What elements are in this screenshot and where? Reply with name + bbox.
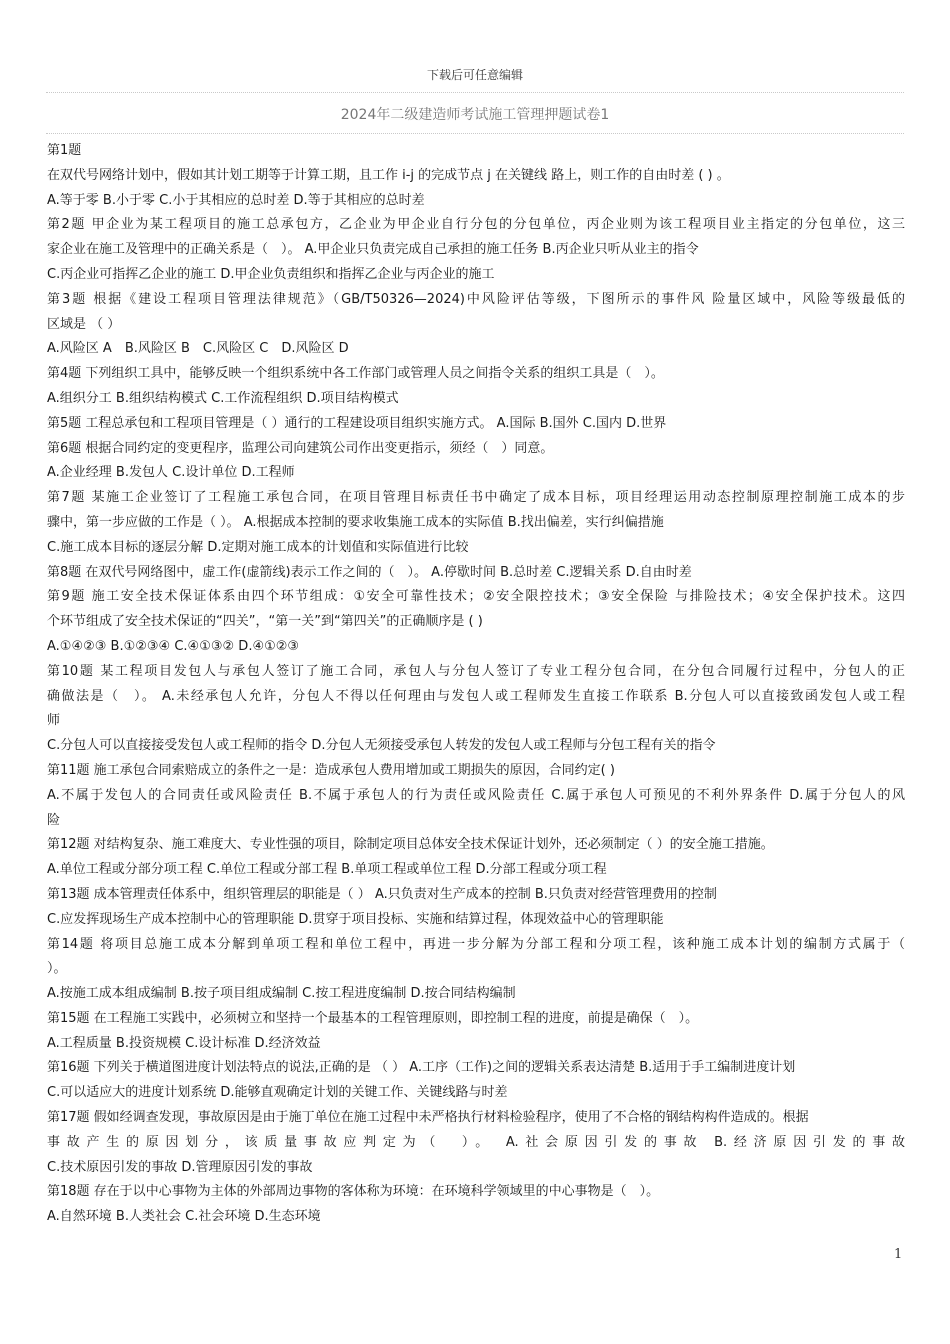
header-divider xyxy=(46,92,904,93)
text-line: 第3题 根据《建设工程项目管理法律规范》（GB/T50326—2024)中风险评估等级，下图所示的事件风 险量区域中，风险等级最低的 xyxy=(47,291,905,307)
text-line: A.①④②③ B.①②③④ C.④①③② D.④①②③ xyxy=(47,638,300,654)
text-line: A.单位工程或分部分项工程 C.单位工程或分部工程 B.单项工程或单位工程 D.分部工程或分项工程 xyxy=(47,862,607,878)
text-line: 个环节组成了安全技术保证的“四关”，“第一关”到“第四关”的正确顺序是 ( ) xyxy=(47,614,483,630)
text-line: A.组织分工 B.组织结构模式 C.工作流程组织 D.项目结构模式 xyxy=(47,390,399,406)
page-header: 下载后可任意编辑 xyxy=(426,68,523,82)
text-line: 骤中，第一步应做的工作是（ ）。 A.根据成本控制的要求收集施工成本的实际值 B.找出偏差，实行纠偏措施 xyxy=(47,514,664,530)
text-line: 在双代号网络计划中，假如其计划工期等于计算工期，且工作 i-j 的完成节点 j 在关键线 路上，则工作的自由时差 ( ) 。 xyxy=(47,167,730,183)
text-line: A.等于零 B.小于零 C.小于其相应的总时差 D.等于其相应的总时差 xyxy=(47,192,425,208)
text-line: 第9题 施工安全技术保证体系由四个环节组成：①安全可靠性技术；②安全限控技术；③安全保险 与排险技术；④安全保护技术。这四 xyxy=(47,589,905,605)
text-line: 第14题 将项目总施工成本分解到单项工程和单位工程中，再进一步分解为分部工程和分项工程，该种施工成本计划的编制方式属于（ xyxy=(47,936,905,952)
text-line: 事故产生的原因划分，该质量事故应判定为（ ）。 A.社会原因引发的事故 B.经济原因引发的事故 xyxy=(47,1134,905,1150)
text-line: 第8题 在双代号网络图中，虚工作(虚箭线)表示工作之间的（ ）。 A.停歇时间 B.总时差 C.逻辑关系 D.自由时差 xyxy=(47,564,692,580)
text-line: A.工程质量 B.投资规模 C.设计标准 D.经济效益 xyxy=(47,1035,321,1051)
text-line: 第6题 根据合同约定的变更程序，监理公司向建筑公司作出变更指示，须经（ ）同意。 xyxy=(47,440,554,456)
text-line: 第4题 下列组织工具中，能够反映一个组织系统中各工作部门或管理人员之间指令关系的组织工具是（ ）。 xyxy=(47,366,664,382)
text-line: 师 xyxy=(47,713,61,729)
text-line: 家企业在施工及管理中的正确关系是（ ）。 A.甲企业只负责完成自己承担的施工任务 B.丙企业只听从业主的指令 xyxy=(47,242,699,258)
text-line: 第1题 xyxy=(47,143,82,158)
text-line: A.企业经理 B.发包人 C.设计单位 D.工程师 xyxy=(47,465,295,481)
text-line: A.按施工成本组成编制 B.按子项目组成编制 C.按工程进度编制 D.按合同结构编制 xyxy=(47,986,516,1002)
text-line: A.自然环境 B.人类社会 C.社会环境 D.生态环境 xyxy=(47,1209,321,1225)
document-title: 2024年二级建造师考试施工管理押题试卷1 xyxy=(340,107,610,123)
text-line: C.丙企业可指挥乙企业的施工 D.甲企业负责组织和指挥乙企业与丙企业的施工 xyxy=(47,266,495,282)
text-line: 第7题 某施工企业签订了工程施工承包合同，在项目管理目标责任书中确定了成本目标，项目经理运用动态控制原理控制施工成本的步 xyxy=(47,490,905,506)
text-line: 第17题 假如经调查发现，事故原因是由于施丁单位在施工过程中未严格执行材料检验程序，使用了不合格的钢结构构件造成的。根据 xyxy=(47,1110,809,1126)
text-line: C.施工成本目标的逐层分解 D.定期对施工成本的计划值和实际值进行比较 xyxy=(47,539,469,555)
text-line: 确做法是（ ）。 A.未经承包人允许，分包人不得以任何理由与发包人或工程师发生直接工作联系 B.分包人可以直接致函发包人或工程 xyxy=(47,688,905,704)
text-line: 第10题 某工程项目发包人与承包人签订了施工合同，承包人与分包人签订了专业工程分包合同，在分包合同履行过程中，分包人的正 xyxy=(47,663,905,679)
text-line: ）。 xyxy=(47,961,67,977)
page-number: 1 xyxy=(894,1247,903,1262)
text-line: 第16题 下列关于横道图进度计划法特点的说法,正确的是 （ ） A.工序（工作)之间的逻辑关系表达清楚 B.适用于手工编制进度计划 xyxy=(47,1060,796,1076)
text-line: C.应发挥现场生产成本控制中心的管理职能 D.贯穿于项目投标、实施和结算过程，体现效益中心的管理职能 xyxy=(47,911,664,927)
text-line: 险 xyxy=(47,812,61,828)
text-line: 第2题 甲企业为某工程项目的施工总承包方，乙企业为甲企业自行分包的分包单位，丙企业则为该工程项目业主指定的分包单位，这三 xyxy=(47,217,905,233)
text-line: A.不属于发包人的合同责任或风险责任 B.不属于承包人的行为责任或风险责任 C.属于承包人可预见的不利外界条件 D.属于分包人的风 xyxy=(47,787,905,803)
text-line: 区域是 （ ） xyxy=(47,316,121,332)
text-line: 第5题 工程总承包和工程项目管理是（ ）通行的工程建设项目组织实施方式。 A.国际 B.国外 C.国内 D.世界 xyxy=(47,415,667,431)
text-line: C.分包人可以直接接受发包人或工程师的指令 D.分包人无须接受承包人转发的发包人或工程师与分包工程有关的指令 xyxy=(47,738,716,754)
title-divider xyxy=(46,133,904,134)
text-line: 第15题 在工程施工实践中，必须树立和坚持一个最基本的工程管理原则，即控制工程的进度，前提是确保（ ）。 xyxy=(47,1010,699,1026)
text-line: 第11题 施工承包合同索赔成立的条件之一是：造成承包人费用增加或工期损失的原因，合同约定( ) xyxy=(47,762,615,778)
text-line: 第12题 对结构复杂、施工难度大、专业性强的项目，除制定项目总体安全技术保证计划外，还必须制定（ ）的安全施工措施。 xyxy=(47,837,774,853)
text-line: C.技术原因引发的事故 D.管理原因引发的事故 xyxy=(47,1159,313,1175)
text-line: A.风险区 A B.风险区 B C.风险区 C D.风险区 D xyxy=(47,341,349,357)
question-content xyxy=(47,139,905,1230)
text-line: C.可以适应大的进度计划系统 D.能够直观确定计划的关键工作、关键线路与时差 xyxy=(47,1085,508,1101)
text-line: 第18题 存在于以中心事物为主体的外部周边事物的客体称为环境：在环境科学领域里的中心事物是（ ）。 xyxy=(47,1184,660,1200)
text-line: 第13题 成本管理责任体系中，组织管理层的职能是（ ） A.只负责对生产成本的控制 B.只负责对经营管理费用的控制 xyxy=(47,886,717,902)
